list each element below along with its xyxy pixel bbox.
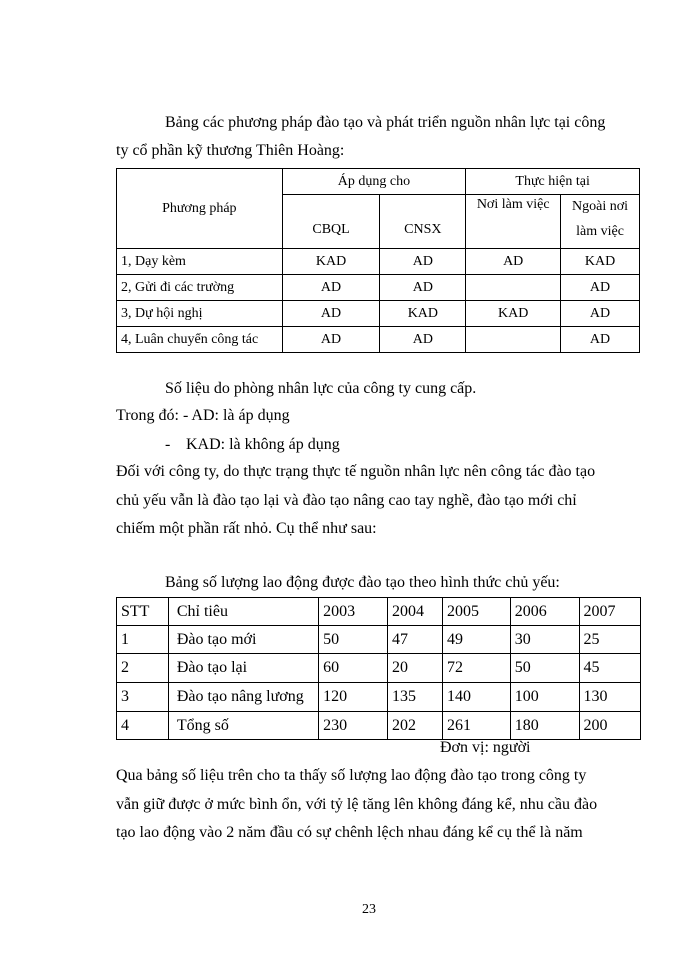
para1-line-2: chủ yếu vẫn là đào tạo lại và đào tạo nâng cao tay nghề, đào tạo mới chỉ bbox=[116, 492, 577, 509]
indicator-cell: Đào tạo mới bbox=[168, 626, 318, 654]
method-cell: 4, Luân chuyển công tác bbox=[117, 327, 283, 353]
value-cell: 25 bbox=[579, 626, 640, 654]
value-cell: 45 bbox=[579, 654, 640, 683]
header-method: Phương pháp bbox=[117, 169, 283, 249]
at-work-cell: KAD bbox=[466, 301, 561, 327]
stt-cell: 4 bbox=[117, 712, 169, 740]
table-row bbox=[117, 712, 641, 740]
page-number: 23 bbox=[362, 902, 376, 917]
header-cnsx: CNSX bbox=[380, 195, 466, 249]
header-2004: 2004 bbox=[387, 598, 442, 626]
value-cell: 50 bbox=[510, 654, 579, 683]
value-cell: 72 bbox=[443, 654, 511, 683]
stt-cell: 3 bbox=[117, 683, 169, 712]
value-cell: 100 bbox=[510, 683, 579, 712]
cbql-cell: AD bbox=[282, 275, 380, 301]
para1-line-1: Đối với công ty, do thực trạng thực tế nguồn nhân lực nên công tác đào tạo bbox=[116, 463, 596, 480]
table-header-row bbox=[117, 598, 641, 626]
header-at-work: Nơi làm việc bbox=[466, 195, 561, 249]
value-cell: 180 bbox=[510, 712, 579, 740]
header-indicator: Chỉ tiêu bbox=[168, 598, 318, 626]
outside-cell: AD bbox=[561, 301, 640, 327]
value-cell: 230 bbox=[319, 712, 388, 740]
value-cell: 135 bbox=[387, 683, 442, 712]
outside-cell: AD bbox=[561, 327, 640, 353]
header-cbql: CBQL bbox=[282, 195, 380, 249]
intro-line-1: Bảng các phương pháp đào tạo và phát triển nguồn nhân lực tại công bbox=[165, 114, 606, 131]
table2-title: Bảng số lượng lao động được đào tạo theo hình thức chủ yếu: bbox=[165, 574, 560, 591]
value-cell: 120 bbox=[319, 683, 388, 712]
method-cell: 1, Dạy kèm bbox=[117, 249, 283, 275]
value-cell: 261 bbox=[443, 712, 511, 740]
header-apply-group: Áp dụng cho bbox=[282, 169, 466, 195]
cnsx-cell: KAD bbox=[380, 301, 466, 327]
value-cell: 202 bbox=[387, 712, 442, 740]
value-cell: 200 bbox=[579, 712, 640, 740]
value-cell: 30 bbox=[510, 626, 579, 654]
indicator-cell: Tổng số bbox=[168, 712, 318, 740]
table-row bbox=[117, 327, 640, 353]
stt-cell: 2 bbox=[117, 654, 169, 683]
table-row bbox=[117, 275, 640, 301]
method-cell: 3, Dự hội nghị bbox=[117, 301, 283, 327]
at-work-cell: AD bbox=[466, 249, 561, 275]
legend-dash: - bbox=[165, 436, 171, 453]
table-row bbox=[117, 683, 641, 712]
at-work-cell bbox=[466, 275, 561, 301]
header-outside-work-line-1: Ngoài nơi bbox=[572, 199, 629, 214]
cbql-cell: AD bbox=[282, 301, 380, 327]
cbql-cell: AD bbox=[282, 327, 380, 353]
value-cell: 130 bbox=[579, 683, 640, 712]
trained-workers-table bbox=[116, 597, 641, 740]
table-row bbox=[117, 626, 641, 654]
indicator-cell: Đào tạo nâng lương bbox=[168, 683, 318, 712]
value-cell: 50 bbox=[319, 626, 388, 654]
stt-cell: 1 bbox=[117, 626, 169, 654]
value-cell: 60 bbox=[319, 654, 388, 683]
value-cell: 140 bbox=[443, 683, 511, 712]
para2-line-2: vẫn giữ được ở mức bình ổn, với tỷ lệ tăng lên không đáng kể, nhu cầu đào bbox=[116, 796, 598, 813]
header-2003: 2003 bbox=[319, 598, 388, 626]
legend-kad: KAD: là không áp dụng bbox=[186, 436, 340, 453]
at-work-cell bbox=[466, 327, 561, 353]
header-2007: 2007 bbox=[579, 598, 640, 626]
header-outside-work-line-2: làm việc bbox=[576, 224, 624, 239]
table-row bbox=[117, 301, 640, 327]
para1-line-3: chiếm một phần rất nhỏ. Cụ thể như sau: bbox=[116, 520, 377, 537]
unit-note: Đơn vị: người bbox=[440, 739, 531, 756]
para2-line-3: tạo lao động vào 2 năm đầu có sự chênh lệch nhau đáng kể cụ thể là năm bbox=[116, 824, 583, 841]
value-cell: 20 bbox=[387, 654, 442, 683]
methods-table bbox=[116, 168, 640, 353]
outside-cell: AD bbox=[561, 275, 640, 301]
cnsx-cell: AD bbox=[380, 327, 466, 353]
para2-line-1: Qua bảng số liệu trên cho ta thấy số lượng lao động đào tạo trong công ty bbox=[116, 767, 587, 784]
intro-line-2: ty cổ phần kỹ thương Thiên Hoàng: bbox=[116, 142, 345, 159]
outside-cell: KAD bbox=[561, 249, 640, 275]
value-cell: 47 bbox=[387, 626, 442, 654]
cnsx-cell: AD bbox=[380, 249, 466, 275]
header-2006: 2006 bbox=[510, 598, 579, 626]
cnsx-cell: AD bbox=[380, 275, 466, 301]
table-row bbox=[117, 249, 640, 275]
table-row bbox=[117, 654, 641, 683]
header-perform-group: Thực hiện tại bbox=[466, 169, 640, 195]
method-cell: 2, Gửi đi các trường bbox=[117, 275, 283, 301]
header-stt: STT bbox=[117, 598, 169, 626]
cbql-cell: KAD bbox=[282, 249, 380, 275]
header-outside-work bbox=[561, 195, 640, 249]
indicator-cell: Đào tạo lại bbox=[168, 654, 318, 683]
value-cell: 49 bbox=[443, 626, 511, 654]
header-2005: 2005 bbox=[443, 598, 511, 626]
legend-ad: Trong đó: - AD: là áp dụng bbox=[116, 407, 290, 424]
source-note: Số liệu do phòng nhân lực của công ty cung cấp. bbox=[165, 380, 477, 397]
